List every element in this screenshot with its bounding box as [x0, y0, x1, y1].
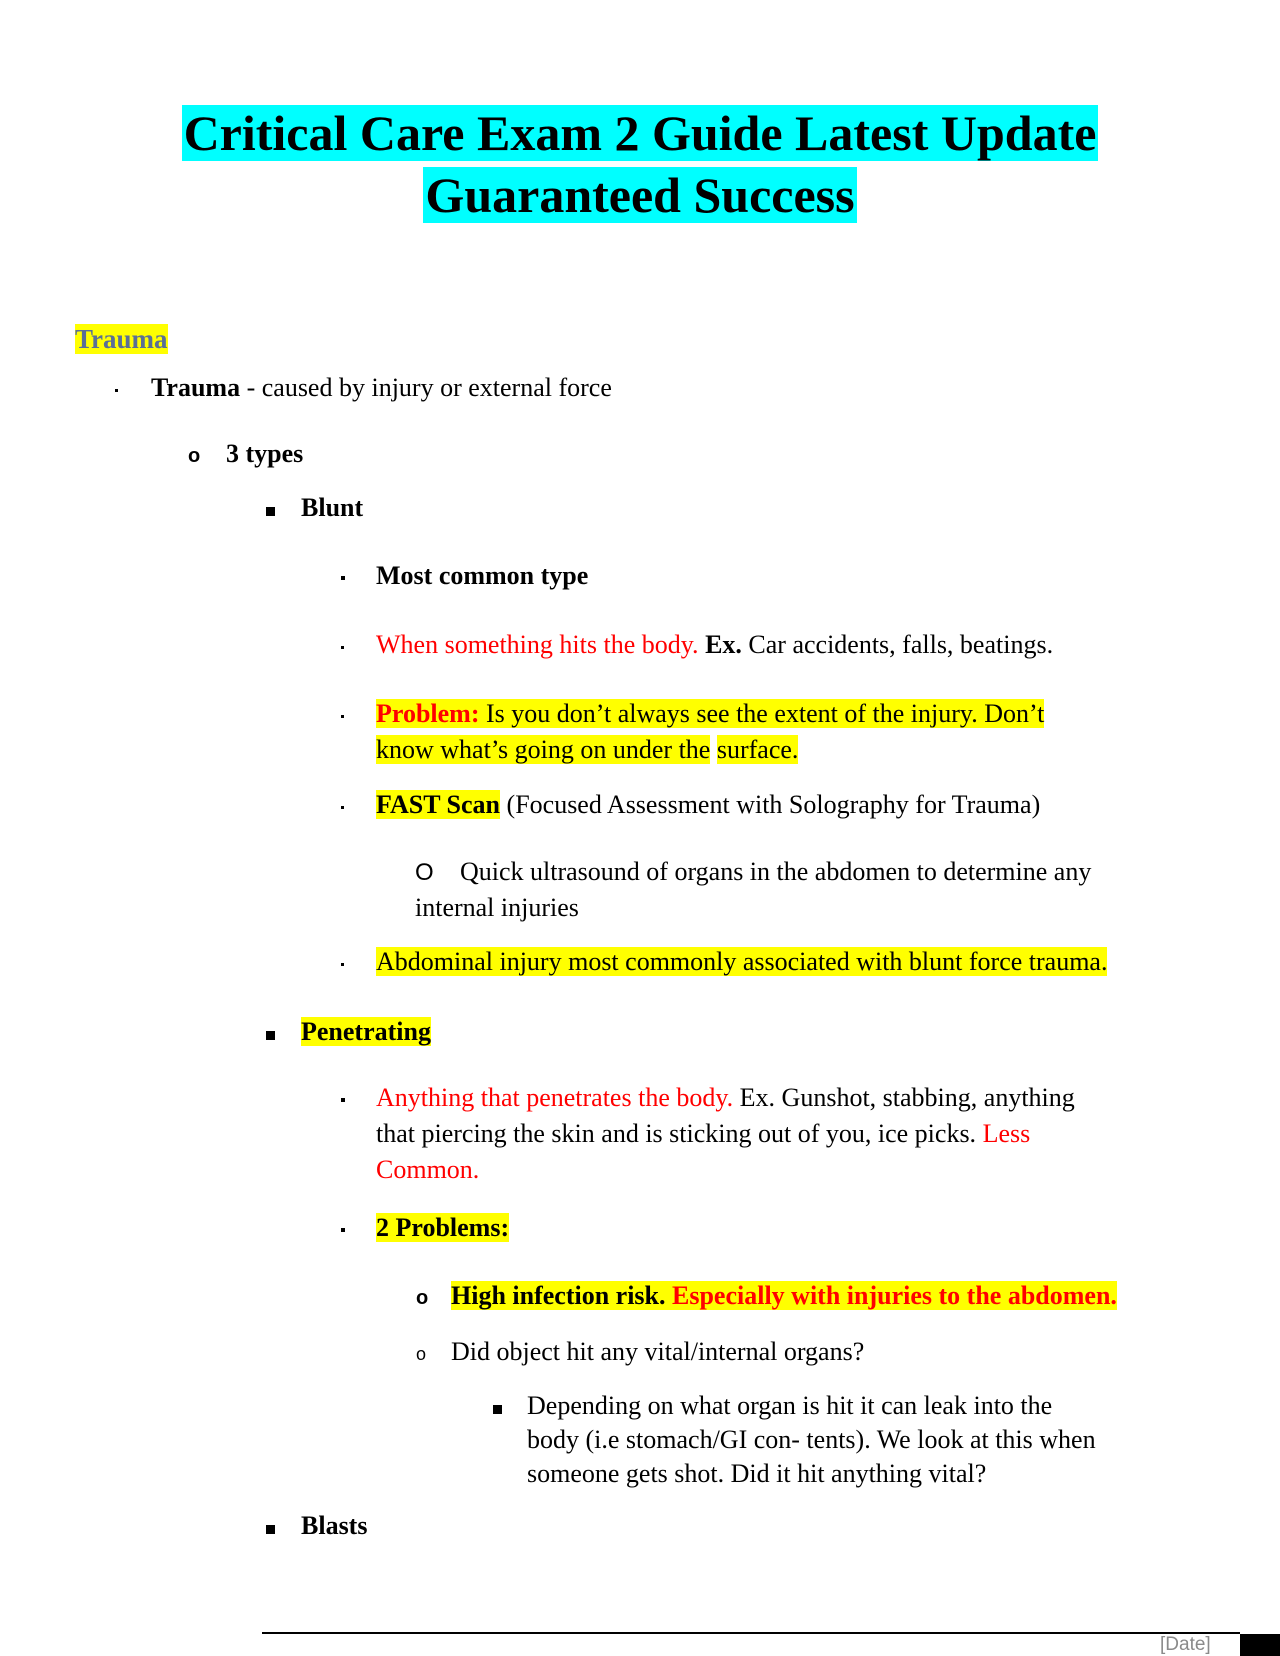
blunt-definition: When something hits the body. Ex. Car accidents, falls, beatings.	[376, 630, 1054, 659]
bullet-dot	[341, 1080, 345, 1116]
blunt-problem-line2: know what’s going on under the surface.	[376, 735, 799, 764]
penetrating-line2: that piercing the skin and is sticking out of you, ice picks. Less	[376, 1119, 1031, 1148]
bullet-dot	[341, 1210, 345, 1246]
footer-page-block	[1240, 1634, 1280, 1656]
trauma-definition: Trauma - caused by injury or external force	[151, 373, 612, 402]
bullet-dot	[341, 558, 345, 594]
footer-date: [Date]	[1160, 1634, 1211, 1655]
bullet-dot	[341, 696, 344, 732]
depending-line1: Depending on what organ is hit it can leak into the	[527, 1391, 1053, 1420]
bullet-circle: o	[416, 1287, 429, 1309]
fast-scan: FAST Scan (Focused Assessment with Solography for Trauma)	[376, 790, 1041, 819]
vital-organs: Did object hit any vital/internal organs?	[451, 1337, 865, 1366]
bullet-circle: o	[416, 1344, 427, 1364]
abdominal-injury: Abdominal injury most commonly associated with blunt force trauma.	[376, 947, 1108, 976]
blunt-problem-line1: Problem: Is you don’t always see the extent of the injury. Don’t	[376, 699, 1045, 728]
bullet-letter-o: O	[415, 859, 434, 886]
blunt-most-common: Most common type	[376, 561, 589, 590]
penetrating-heading: Penetrating	[301, 1017, 431, 1046]
bullet-square	[266, 1508, 275, 1544]
fast-scan-detail-line1: Quick ultrasound of organs in the abdomen to determine any	[460, 857, 1092, 886]
bullet-circle: o	[188, 445, 201, 467]
bullet-dot	[341, 944, 344, 980]
infection-risk: High infection risk. Especially with injuries to the abdomen.	[451, 1281, 1117, 1310]
page-title-line2: Guaranteed Success	[425, 167, 855, 223]
section-heading-trauma: Trauma	[75, 324, 168, 354]
bullet-square	[266, 1014, 275, 1050]
bullet-dot	[341, 787, 344, 823]
fast-scan-detail-line2: internal injuries	[415, 893, 579, 922]
bullet-dot	[341, 627, 344, 663]
blasts-heading: Blasts	[301, 1511, 368, 1540]
footer-rule	[262, 1632, 1240, 1634]
penetrating-line3: Common.	[376, 1155, 480, 1184]
page-title-line1: Critical Care Exam 2 Guide Latest Update	[183, 105, 1097, 161]
bullet-square	[266, 490, 275, 526]
blunt-heading: Blunt	[301, 493, 364, 522]
types-heading: 3 types	[226, 439, 304, 468]
two-problems-heading: 2 Problems:	[376, 1213, 510, 1242]
depending-line3: someone gets shot. Did it hit anything vital?	[527, 1459, 987, 1488]
bullet-dot	[115, 370, 118, 406]
bullet-square	[493, 1388, 502, 1424]
penetrating-line1: Anything that penetrates the body. Ex. Gunshot, stabbing, anything	[376, 1083, 1075, 1112]
depending-line2: body (i.e stomach/GI con- tents). We look at this when	[527, 1425, 1096, 1454]
